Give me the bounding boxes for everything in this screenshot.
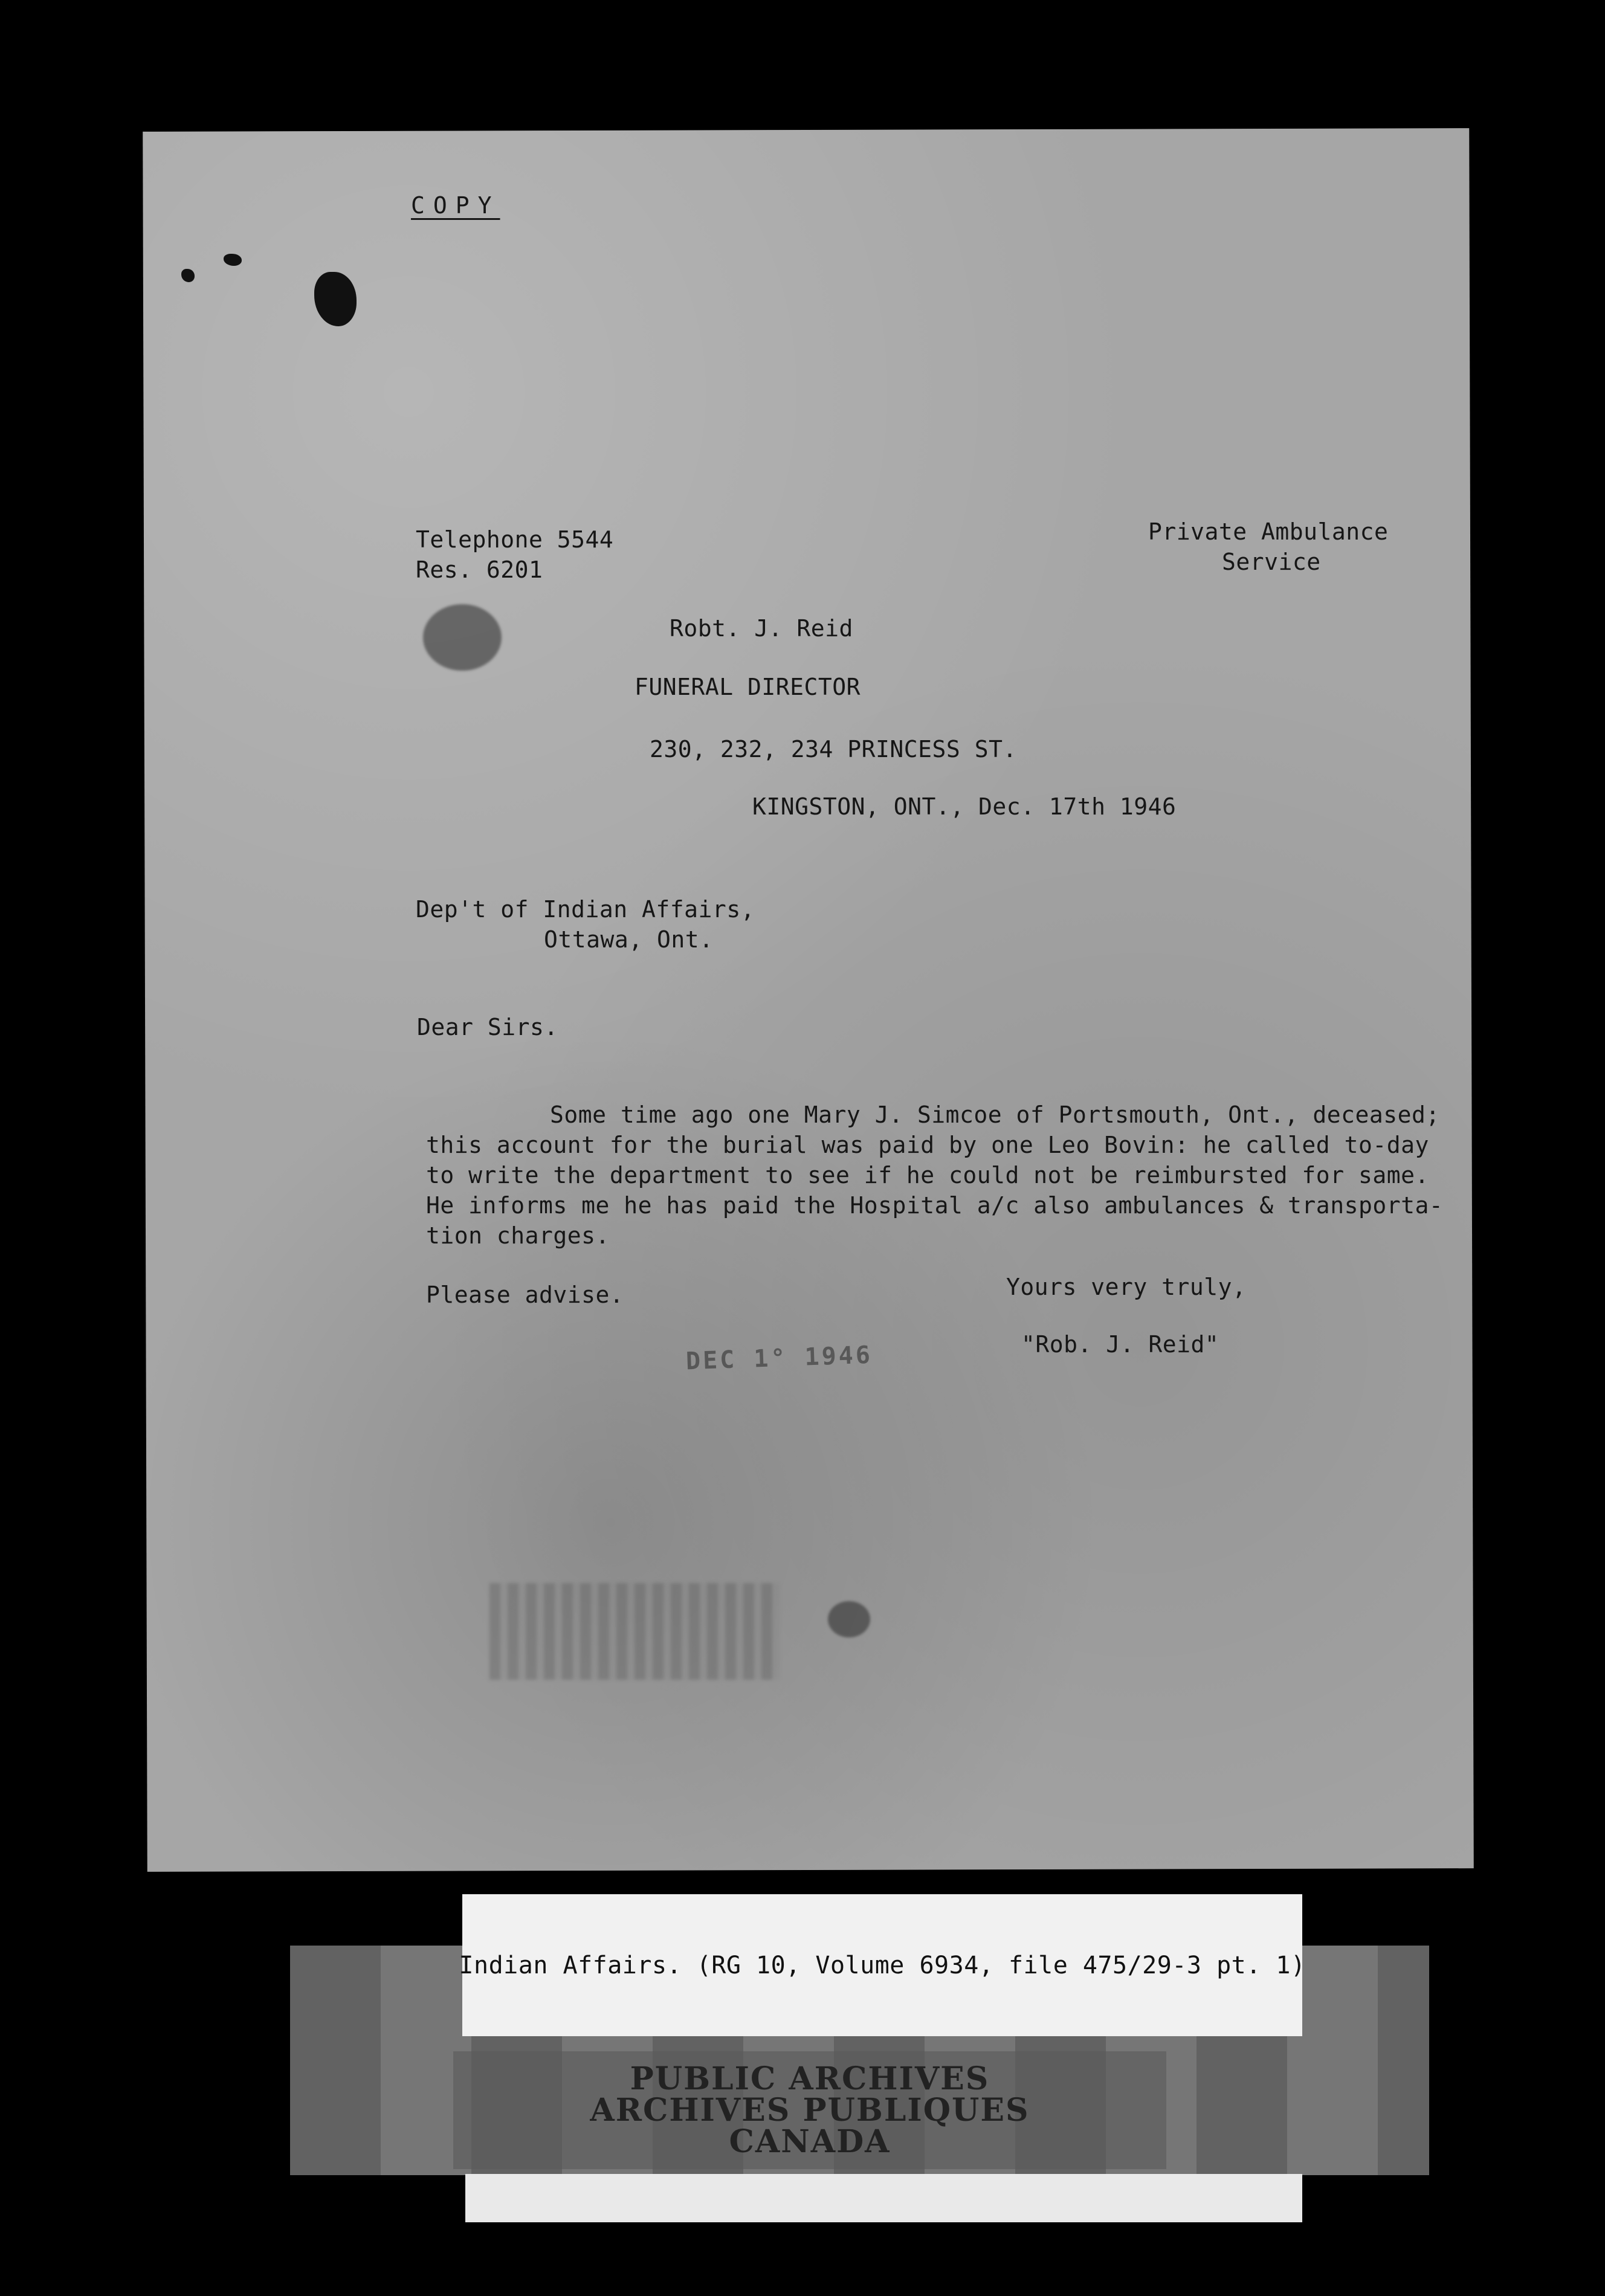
service-line-2: Service	[1222, 549, 1321, 575]
body-line: tion charges.	[426, 1222, 610, 1249]
sender-title: FUNERAL DIRECTOR	[635, 674, 861, 700]
archive-reference-label	[459, 1894, 1306, 2036]
body-line: Some time ago one Mary J. Simcoe of Portsmouth, Ont., deceased;	[550, 1101, 1440, 1128]
ink-spot	[181, 269, 195, 282]
residence-number: Res. 6201	[416, 556, 543, 583]
body-line: this account for the burial was paid by one Leo Bovin: he called to-day	[426, 1132, 1429, 1158]
recipient-line-1: Dep't of Indian Affairs,	[416, 896, 755, 923]
signature: "Rob. J. Reid"	[1021, 1331, 1219, 1358]
archive-stamp	[453, 2051, 1166, 2169]
body-line: He informs me he has paid the Hospital a/c also ambulances & transporta-	[426, 1192, 1444, 1219]
recipient-line-2: Ottawa, Ont.	[544, 926, 714, 953]
archive-stamp-line: PUBLIC ARCHIVES	[630, 2060, 990, 2097]
telephone-number: Telephone 5544	[416, 526, 614, 553]
letter-date: KINGSTON, ONT., Dec. 17th 1946	[752, 793, 1177, 820]
sender-address: 230, 232, 234 PRINCESS ST.	[650, 736, 1017, 763]
received-date-stamp: DEC 1° 1946	[685, 1341, 873, 1376]
paper-stain	[423, 604, 502, 671]
closing-request: Please advise.	[426, 1282, 624, 1308]
paper-smudge	[489, 1583, 780, 1680]
sender-name: Robt. J. Reid	[670, 615, 853, 642]
archive-stamp-line: CANADA	[729, 2123, 891, 2160]
body-line: to write the department to see if he could not be reimbursted for same.	[426, 1162, 1429, 1188]
salutation: Dear Sirs.	[417, 1014, 558, 1040]
archive-reference-text: Indian Affairs. (RG 10, Volume 6934, file 475/29-3 pt. 1)	[459, 1951, 1306, 1979]
service-line-1: Private Ambulance	[1148, 518, 1389, 545]
paper-stain	[828, 1601, 870, 1637]
archive-stamp-line: ARCHIVES PUBLIQUES	[590, 2091, 1030, 2129]
copy-label: COPY	[411, 192, 500, 219]
archive-bottom-strip	[465, 2174, 1302, 2222]
closing: Yours very truly,	[1006, 1274, 1247, 1300]
document-sheet	[143, 128, 1474, 1872]
